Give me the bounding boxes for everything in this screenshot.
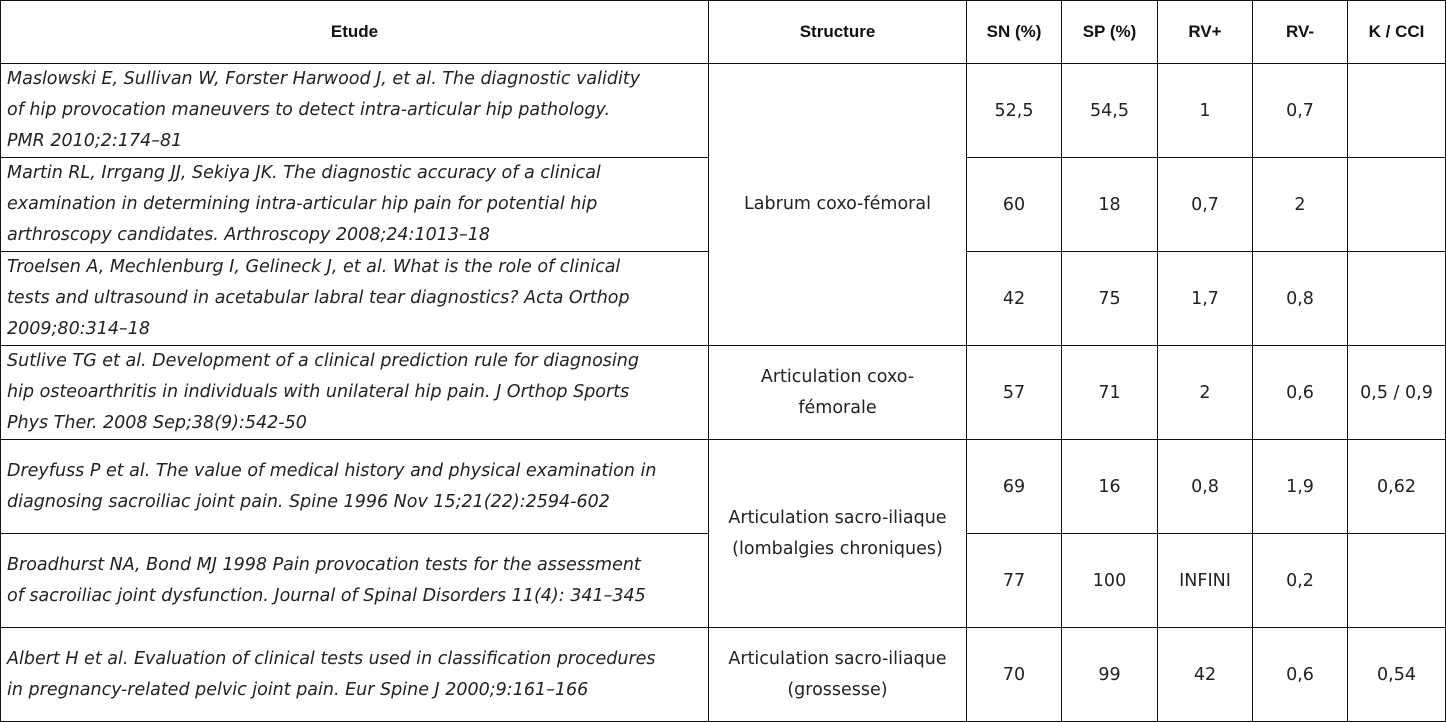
- rv-plus-value: 1,7: [1158, 252, 1253, 346]
- header-rv-plus: RV+: [1158, 1, 1253, 64]
- k-cci-value: 0,54: [1348, 628, 1446, 722]
- header-structure: Structure: [709, 1, 967, 64]
- rv-minus-value: 0,6: [1253, 628, 1348, 722]
- sn-value: 42: [967, 252, 1062, 346]
- header-sn: SN (%): [967, 1, 1062, 64]
- sn-value: 57: [967, 346, 1062, 440]
- header-k-cci: K / CCI: [1348, 1, 1446, 64]
- table-row: [1, 346, 1446, 440]
- k-cci-value: 0,5 / 0,9: [1348, 346, 1446, 440]
- rv-plus-value: 1: [1158, 64, 1253, 158]
- structure-cell: Articulation sacro-iliaque (grossesse): [709, 628, 967, 722]
- study-citation: Maslowski E, Sullivan W, Forster Harwood J, et al. The diagnostic validity of hip provocation maneuvers to detect intra-articular hip pathology. PMR 2010;2:174–81: [1, 64, 709, 158]
- header-rv-minus: RV-: [1253, 1, 1348, 64]
- table-header-row: [1, 1, 1446, 64]
- sp-value: 99: [1062, 628, 1158, 722]
- study-citation: Sutlive TG et al. Development of a clinical prediction rule for diagnosing hip osteoarthritis in individuals with unilateral hip pain. J Orthop Sports Phys Ther. 2008 Sep;38(9):542-50: [1, 346, 709, 440]
- rv-minus-value: 0,2: [1253, 534, 1348, 628]
- sp-value: 18: [1062, 158, 1158, 252]
- structure-cell: Articulation sacro-iliaque (lombalgies chroniques): [709, 440, 967, 628]
- rv-minus-value: 1,9: [1253, 440, 1348, 534]
- k-cci-value: 0,62: [1348, 440, 1446, 534]
- study-citation: Broadhurst NA, Bond MJ 1998 Pain provocation tests for the assessment of sacroiliac joint dysfunction. Journal of Spinal Disorders 11(4): 341–345: [1, 534, 709, 628]
- sp-value: 75: [1062, 252, 1158, 346]
- study-citation: Albert H et al. Evaluation of clinical tests used in classification procedures in pregnancy-related pelvic joint pain. Eur Spine J 2000;9:161–166: [1, 628, 709, 722]
- rv-minus-value: 0,8: [1253, 252, 1348, 346]
- structure-cell: Articulation coxo- fémorale: [709, 346, 967, 440]
- rv-plus-value: 2: [1158, 346, 1253, 440]
- table-row: [1, 64, 1446, 158]
- table-row: [1, 628, 1446, 722]
- study-citation: Martin RL, Irrgang JJ, Sekiya JK. The diagnostic accuracy of a clinical examination in determining intra-articular hip pain for potential hip arthroscopy candidates. Arthroscopy 2008;24:1013–18: [1, 158, 709, 252]
- sn-value: 52,5: [967, 64, 1062, 158]
- rv-minus-value: 0,6: [1253, 346, 1348, 440]
- study-citation: Troelsen A, Mechlenburg I, Gelineck J, et al. What is the role of clinical tests and ultrasound in acetabular labral tear diagnostics? Acta Orthop 2009;80:314–18: [1, 252, 709, 346]
- sn-value: 77: [967, 534, 1062, 628]
- sn-value: 60: [967, 158, 1062, 252]
- structure-cell: Labrum coxo-fémoral: [709, 64, 967, 346]
- sp-value: 54,5: [1062, 64, 1158, 158]
- header-etude: Etude: [1, 1, 709, 64]
- sp-value: 16: [1062, 440, 1158, 534]
- sn-value: 70: [967, 628, 1062, 722]
- rv-plus-value: 0,8: [1158, 440, 1253, 534]
- table-row: [1, 440, 1446, 534]
- k-cci-value: [1348, 252, 1446, 346]
- sp-value: 71: [1062, 346, 1158, 440]
- header-sp: SP (%): [1062, 1, 1158, 64]
- study-citation: Dreyfuss P et al. The value of medical history and physical examination in diagnosing sacroiliac joint pain. Spine 1996 Nov 15;21(22):2594-602: [1, 440, 709, 534]
- k-cci-value: [1348, 534, 1446, 628]
- rv-minus-value: 2: [1253, 158, 1348, 252]
- k-cci-value: [1348, 64, 1446, 158]
- rv-minus-value: 0,7: [1253, 64, 1348, 158]
- sn-value: 69: [967, 440, 1062, 534]
- rv-plus-value: 0,7: [1158, 158, 1253, 252]
- sp-value: 100: [1062, 534, 1158, 628]
- rv-plus-value: 42: [1158, 628, 1253, 722]
- rv-plus-value: INFINI: [1158, 534, 1253, 628]
- k-cci-value: [1348, 158, 1446, 252]
